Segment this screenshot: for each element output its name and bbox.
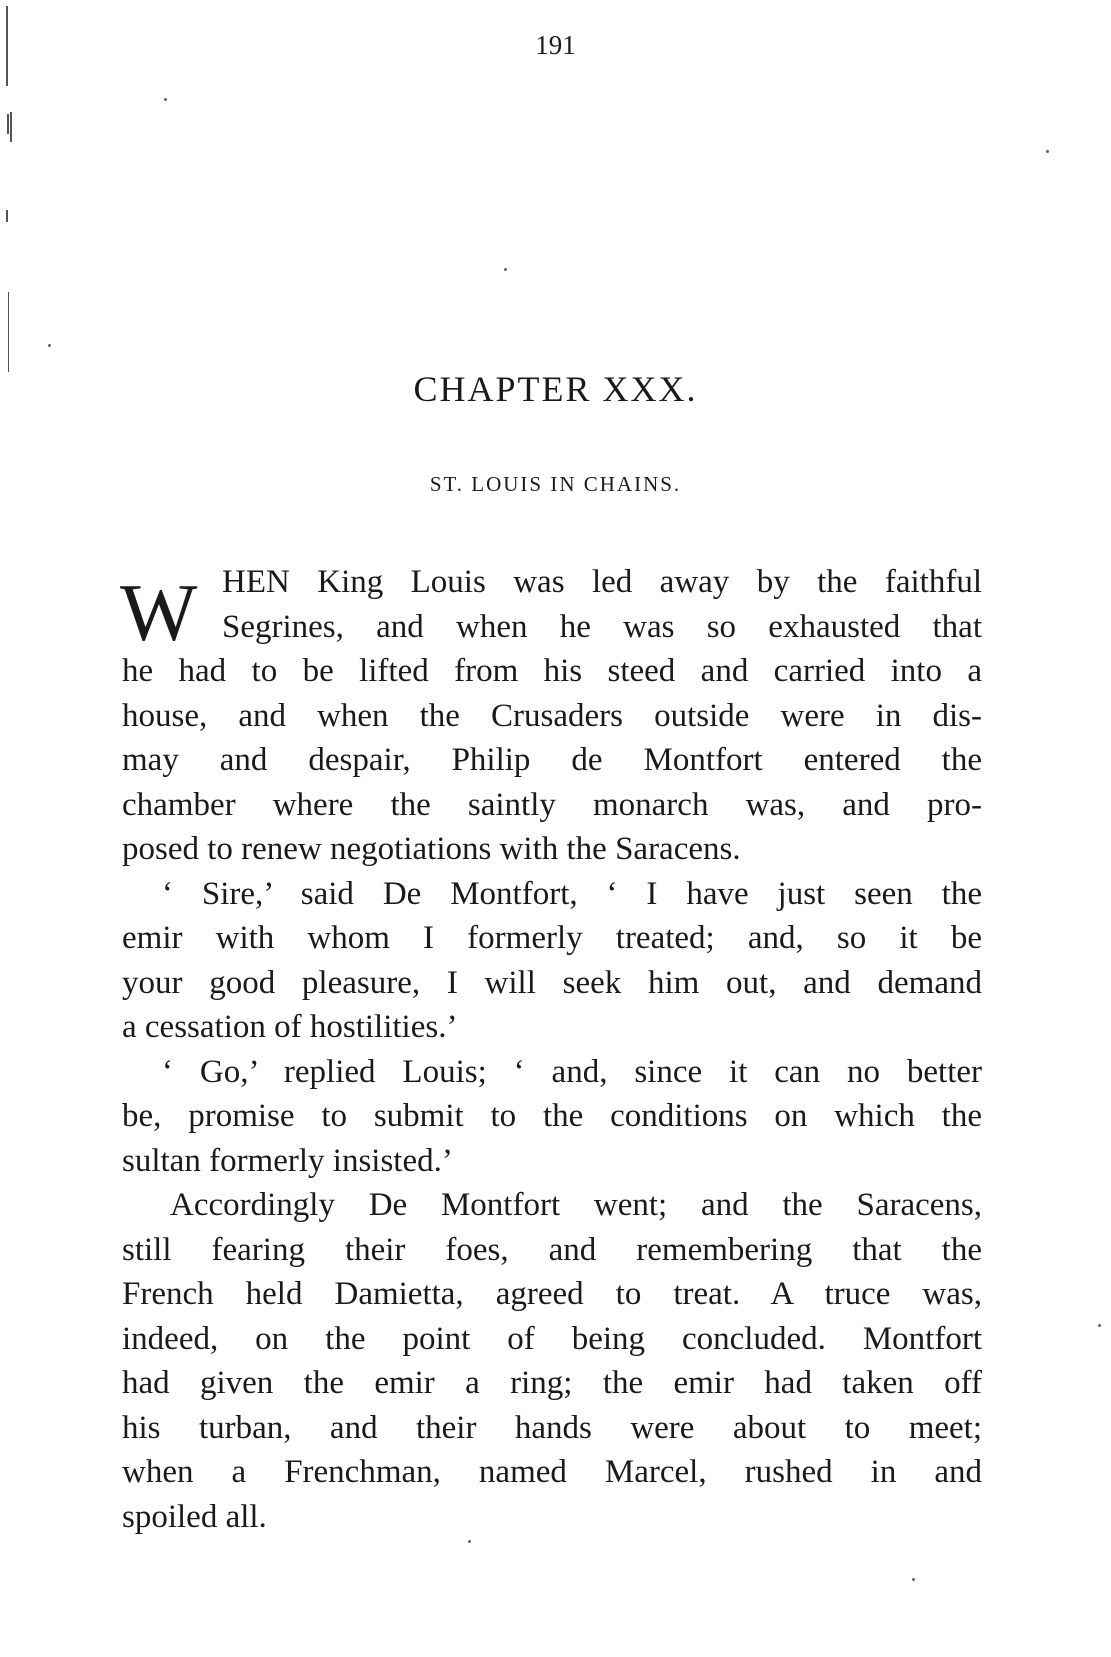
- text-line: house, and when the Crusaders outside were in dis-: [122, 697, 982, 734]
- scan-mark: [6, 6, 8, 86]
- text-line: when a Frenchman, named Marcel, rushed in and: [122, 1454, 982, 1490]
- text-line: ‘ Go,’ replied Louis; ‘ and, since it can no better: [162, 1053, 982, 1090]
- scan-speck: [468, 1540, 471, 1543]
- text-line: he had to be lifted from his steed and carried into a: [122, 653, 982, 689]
- text-line: Segrines, and when he was so exhausted that: [222, 608, 982, 645]
- chapter-title: CHAPTER XXX.: [413, 369, 698, 409]
- scan-mark: [8, 292, 9, 372]
- scan-speck: [1046, 150, 1049, 153]
- text-line: ‘ Sire,’ said De Montfort, ‘ I have just seen the: [162, 875, 982, 912]
- text-line: may and despair, Philip de Montfort entered the: [122, 742, 982, 778]
- text-line: chamber where the saintly monarch was, and pro-: [122, 786, 982, 823]
- scan-mark: [6, 210, 8, 222]
- body-text: [122, 560, 982, 1539]
- page-number: 191: [535, 30, 576, 60]
- text-line: emir with whom I formerly treated; and, so it be: [122, 920, 982, 956]
- scan-speck: [164, 98, 167, 101]
- text-line: Accordingly De Montfort went; and the Saracens,: [170, 1187, 982, 1223]
- scan-speck: [504, 268, 507, 271]
- text-line: indeed, on the point of being concluded. Montfort: [122, 1320, 982, 1357]
- text-line: HEN King Louis was led away by the faithful: [222, 564, 982, 600]
- text-line: still fearing their foes, and remembering that the: [122, 1231, 982, 1268]
- text-line: your good pleasure, I will seek him out, and demand: [122, 964, 982, 1001]
- drop-cap: W: [120, 567, 198, 658]
- scan-speck: [1098, 1324, 1101, 1327]
- text-line: spoiled all.: [122, 1498, 267, 1535]
- scan-speck: [48, 344, 51, 347]
- text-line: his turban, and their hands were about to meet;: [122, 1409, 982, 1446]
- text-line: French held Damietta, agreed to treat. A truce was,: [122, 1276, 982, 1312]
- text-line: be, promise to submit to the conditions on which the: [122, 1098, 982, 1134]
- text-line: had given the emir a ring; the emir had taken off: [122, 1365, 982, 1401]
- text-line: posed to renew negotiations with the Saracens.: [122, 831, 741, 867]
- scan-speck: [912, 1578, 915, 1581]
- chapter-subtitle: ST. LOUIS IN CHAINS.: [429, 472, 682, 496]
- text-line: a cessation of hostilities.’: [122, 1009, 458, 1045]
- scan-mark: [10, 112, 12, 142]
- text-line: sultan formerly insisted.’: [122, 1142, 453, 1179]
- scan-mark: [7, 114, 9, 134]
